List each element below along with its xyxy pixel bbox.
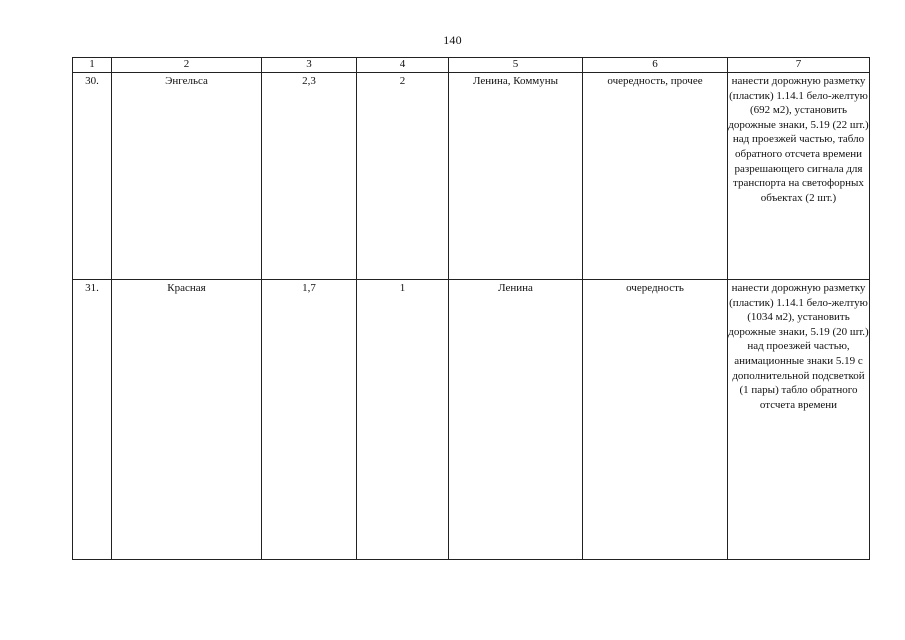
column-3-value: 2,3 bbox=[302, 75, 316, 87]
row-number-cell bbox=[73, 280, 112, 560]
table-row bbox=[73, 280, 870, 560]
page-number: 140 bbox=[443, 33, 462, 47]
header-row bbox=[73, 58, 870, 73]
measures-cell bbox=[728, 73, 870, 280]
header-cell-4: 4 bbox=[357, 58, 449, 73]
column-4-value: 2 bbox=[399, 75, 406, 87]
header-cell-1: 1 bbox=[73, 58, 112, 73]
data-table bbox=[72, 57, 870, 560]
column-4-value: 1 bbox=[399, 282, 406, 294]
table-row bbox=[73, 73, 870, 280]
priority-text: очередность, прочее bbox=[607, 75, 703, 87]
street-cell bbox=[112, 280, 262, 560]
column-3-cell bbox=[262, 280, 357, 560]
intersection-cell bbox=[449, 73, 583, 280]
intersection-cell bbox=[449, 280, 583, 560]
header-cell-3: 3 bbox=[262, 58, 357, 73]
priority-text: очередность bbox=[626, 282, 684, 294]
header-cell-6: 6 bbox=[583, 58, 728, 73]
priority-cell bbox=[583, 280, 728, 560]
street-cell bbox=[112, 73, 262, 280]
intersection-streets: Ленина, Коммуны bbox=[472, 75, 559, 87]
header-cell-7: 7 bbox=[728, 58, 870, 73]
header-cell-5: 5 bbox=[449, 58, 583, 73]
column-4-cell bbox=[357, 280, 449, 560]
measures-cell bbox=[728, 280, 870, 560]
row-number-cell bbox=[73, 73, 112, 280]
street-name: Красная bbox=[167, 282, 206, 294]
measures-text: нанести дорожную разметку (пластик) 1.14.1 бело-желтую (1034 м2), установить дорожные знаки, 5.19 (20 шт.) над проезжей частью, анимационные знаки 5.19 с дополнительной подсветкой (1 пары) табло обратного отсчета времени bbox=[728, 282, 869, 411]
row-number: 30. bbox=[85, 75, 99, 87]
row-number: 31. bbox=[85, 282, 99, 294]
measures-text: нанести дорожную разметку (пластик) 1.14.1 бело-желтую (692 м2), установить дорожные знаки, 5.19 (22 шт.) над проезжей частью, табло обратного отсчета времени разрешающего сигнала для транспорта на светофорных объектах (2 шт.) bbox=[728, 75, 869, 204]
street-name: Энгельса bbox=[165, 75, 208, 87]
intersection-streets: Ленина bbox=[498, 282, 533, 294]
header-cell-2: 2 bbox=[112, 58, 262, 73]
column-3-cell bbox=[262, 73, 357, 280]
column-3-value: 1,7 bbox=[302, 282, 316, 294]
column-4-cell bbox=[357, 73, 449, 280]
priority-cell bbox=[583, 73, 728, 280]
